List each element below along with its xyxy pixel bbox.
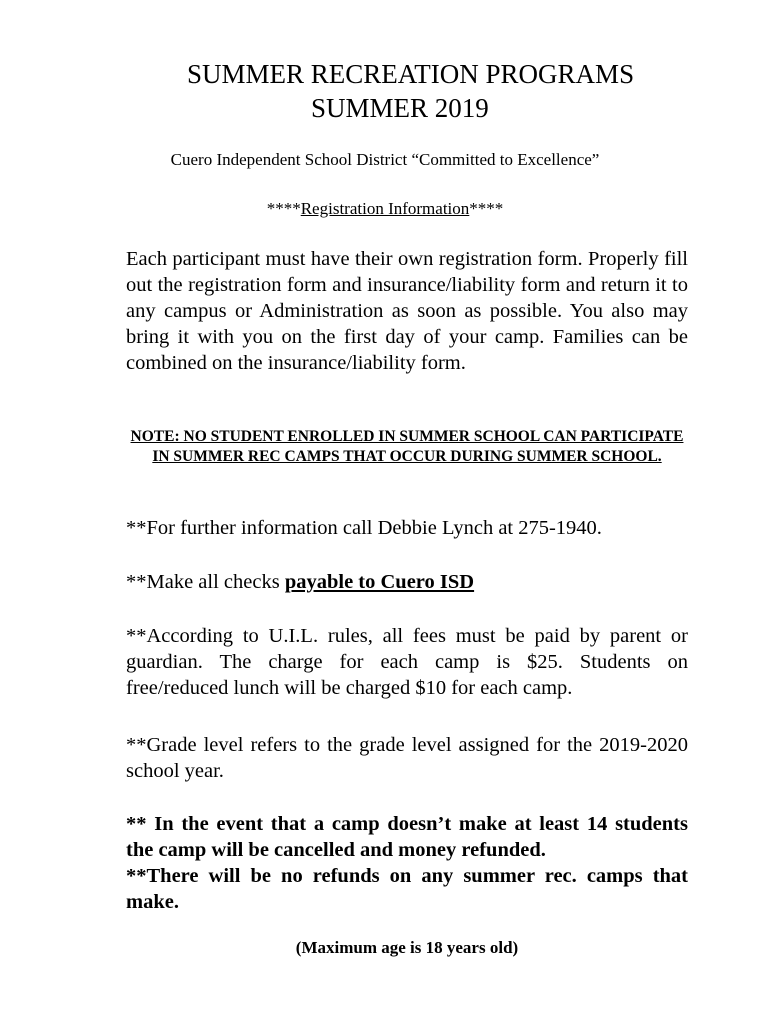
grade-level-paragraph: **Grade level refers to the grade level assigned for the 2019-2020 school year.	[126, 734, 688, 782]
checks-prefix: **Make all checks	[126, 571, 285, 593]
registration-heading-prefix: ****	[266, 199, 301, 218]
district-subtitle: Cuero Independent School District “Committed to Excellence”	[170, 150, 600, 169]
registration-heading-text: Registration Information	[300, 199, 470, 218]
summer-school-note: NOTE: NO STUDENT ENROLLED IN SUMMER SCHOOL CAN PARTICIPATE IN SUMMER REC CAMPS THAT OCCUR DURING SUMMER SCHOOL.	[130, 428, 684, 465]
contact-info-paragraph: **For further information call Debbie Lynch at 275-1940.	[126, 517, 602, 539]
title-line-2: SUMMER 2019	[311, 93, 489, 123]
registration-heading	[0, 198, 770, 220]
checks-payable-emphasis: payable to Cuero ISD	[284, 571, 475, 593]
registration-paragraph: Each participant must have their own registration form. Properly fill out the registration form and insurance/liability form and return it to any campus or Administration as soon as possible. You also may bring it with you on the first day of your camp. Families can be combined on the insurance/liability form.	[126, 248, 688, 374]
title-line-1: SUMMER RECREATION PROGRAMS	[187, 59, 635, 89]
cancellation-paragraph: ** In the event that a camp doesn’t make at least 14 students the camp will be cancelled and money refunded.	[126, 813, 688, 861]
checks-paragraph	[126, 569, 688, 595]
fees-paragraph: **According to U.I.L. rules, all fees must be paid by parent or guardian. The charge for each camp is $25. Students on free/reduced lunch will be charged $10 for each camp.	[126, 625, 688, 699]
refund-paragraph: **There will be no refunds on any summer rec. camps that make.	[126, 865, 688, 913]
registration-heading-suffix: ****	[469, 199, 504, 218]
maximum-age-note: (Maximum age is 18 years old)	[295, 938, 519, 957]
